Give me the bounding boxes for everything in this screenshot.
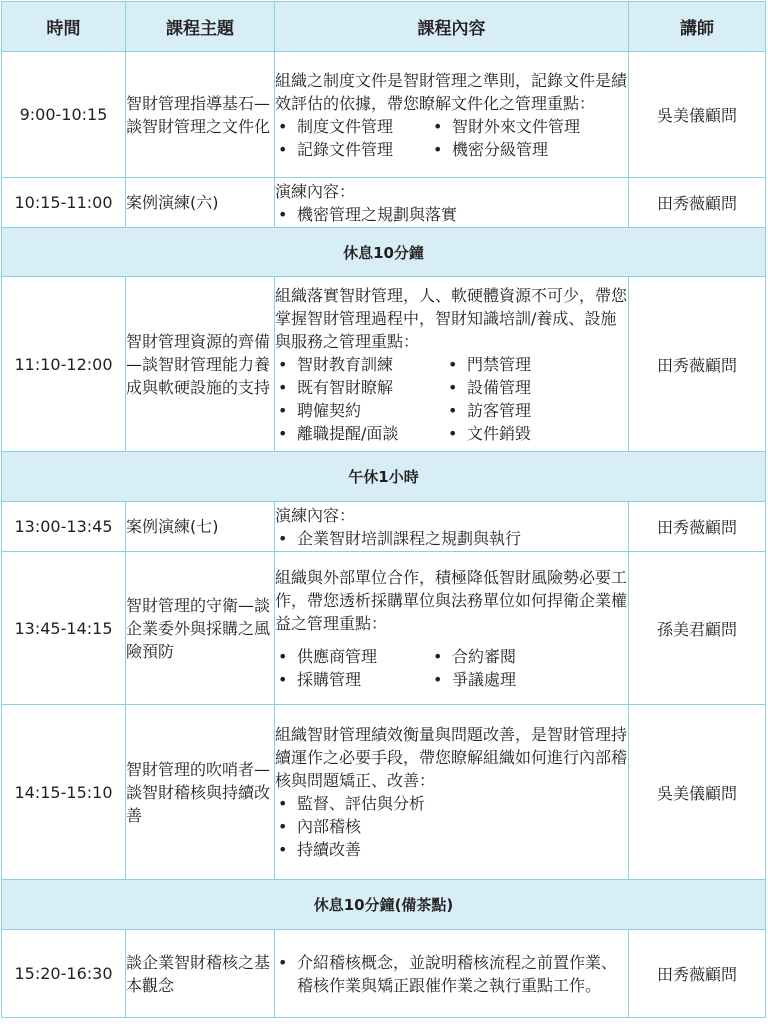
session-teacher: 田秀薇顧問 [629,502,766,552]
table-row [2,705,766,880]
table-row [2,930,766,1018]
list-item: • 供應商管理 [275,645,430,668]
break-row [2,452,766,502]
list-item: • 持續改善 [275,838,628,861]
content-list [275,951,628,997]
list-item: • 門禁管理 [445,353,628,376]
content-list [275,645,628,691]
list-item: • 離職提醒/面談 [275,422,445,445]
list-item: • 既有智財瞭解 [275,376,445,399]
session-topic: 談企業智財稽核之基本觀念 [126,930,275,1018]
session-teacher: 吳美儀顧問 [629,705,766,880]
session-teacher: 田秀薇顧問 [629,277,766,452]
list-item: • 採購管理 [275,668,430,691]
list-item: • 合約審閱 [430,645,628,668]
list-item: • 內部稽核 [275,815,628,838]
session-time: 10:15-11:00 [2,178,126,228]
session-topic: 智財管理資源的齊備—談智財管理能力養成與軟硬設施的支持 [126,277,275,452]
content-intro: 演練內容： [275,505,356,525]
list-item: • 機密管理之規劃與落實 [275,203,628,226]
table-row [2,178,766,228]
session-time: 14:15-15:10 [2,705,126,880]
table-row [2,552,766,705]
break-label: 休息10分鐘 [2,228,766,277]
content-list [275,527,628,550]
session-time: 13:00-13:45 [2,502,126,552]
list-item: • 文件銷毀 [445,422,628,445]
break-label: 午休1小時 [2,452,766,502]
header-row [2,2,766,52]
session-teacher: 吳美儀顧問 [629,52,766,178]
content-intro: 組織智財管理績效衡量與問題改善，是智財管理持續運作之必要手段，帶您瞭解組織如何進行內部稽核與問題矯正、改善： [275,725,628,790]
list-item: • 智財教育訓練 [275,353,445,376]
session-time: 13:45-14:15 [2,552,126,705]
header-topic: 課程主題 [126,2,275,52]
session-topic: 案例演練(七) [126,502,275,552]
session-topic: 智財管理的守衛—談企業委外與採購之風險預防 [126,552,275,705]
break-row [2,228,766,277]
session-teacher: 田秀薇顧問 [629,930,766,1018]
session-content [275,930,629,1018]
content-list [275,203,628,226]
session-content [275,52,629,178]
table-row [2,277,766,452]
session-content [275,502,629,552]
list-item: • 記錄文件管理 [275,138,430,161]
list-item: • 設備管理 [445,376,628,399]
session-teacher: 田秀薇顧問 [629,178,766,228]
list-item: • 智財外來文件管理 [430,115,628,138]
list-item: • 聘僱契約 [275,399,445,422]
content-list [275,353,628,445]
content-list [275,115,628,161]
session-topic: 案例演練(六) [126,178,275,228]
table-row [2,502,766,552]
table-row [2,52,766,178]
content-intro: 演練內容： [275,181,356,201]
break-label: 休息10分鐘(備茶點) [2,880,766,930]
list-item: • 企業智財培訓課程之規劃與執行 [275,527,628,550]
content-intro: 組織之制度文件是智財管理之準則，記錄文件是績效評估的依據，帶您瞭解文件化之管理重點： [275,70,628,113]
header-time: 時間 [2,2,126,52]
session-content [275,552,629,705]
list-item: • 爭議處理 [430,668,628,691]
list-item: • 訪客管理 [445,399,628,422]
list-item: • 介紹稽核概念，並說明稽核流程之前置作業、稽核作業與矯正跟催作業之執行重點工作。 [275,951,628,997]
break-row [2,880,766,930]
session-content [275,277,629,452]
session-time: 9:00-10:15 [2,52,126,178]
header-content: 課程內容 [275,2,629,52]
content-intro: 組織落實智財管理，人、軟硬體資源不可少，帶您掌握智財管理過程中，智財知識培訓/養成、設施與服務之管理重點： [275,285,628,351]
list-item: • 制度文件管理 [275,115,430,138]
session-teacher: 孫美君顧問 [629,552,766,705]
session-time: 11:10-12:00 [2,277,126,452]
session-topic: 智財管理的吹哨者—談智財稽核與持續改善 [126,705,275,880]
schedule-table [1,1,766,1018]
session-content [275,178,629,228]
session-content [275,705,629,880]
list-item: • 監督、評估與分析 [275,792,628,815]
content-list [275,792,628,861]
content-intro: 組織與外部單位合作，積極降低智財風險勢必要工作，帶您透析採購單位與法務單位如何捍衛企業權益之管理重點： [275,567,628,633]
list-item: • 機密分級管理 [430,138,628,161]
session-time: 15:20-16:30 [2,930,126,1018]
session-topic: 智財管理指導基石—談智財管理之文件化 [126,52,275,178]
header-teacher: 講師 [629,2,766,52]
